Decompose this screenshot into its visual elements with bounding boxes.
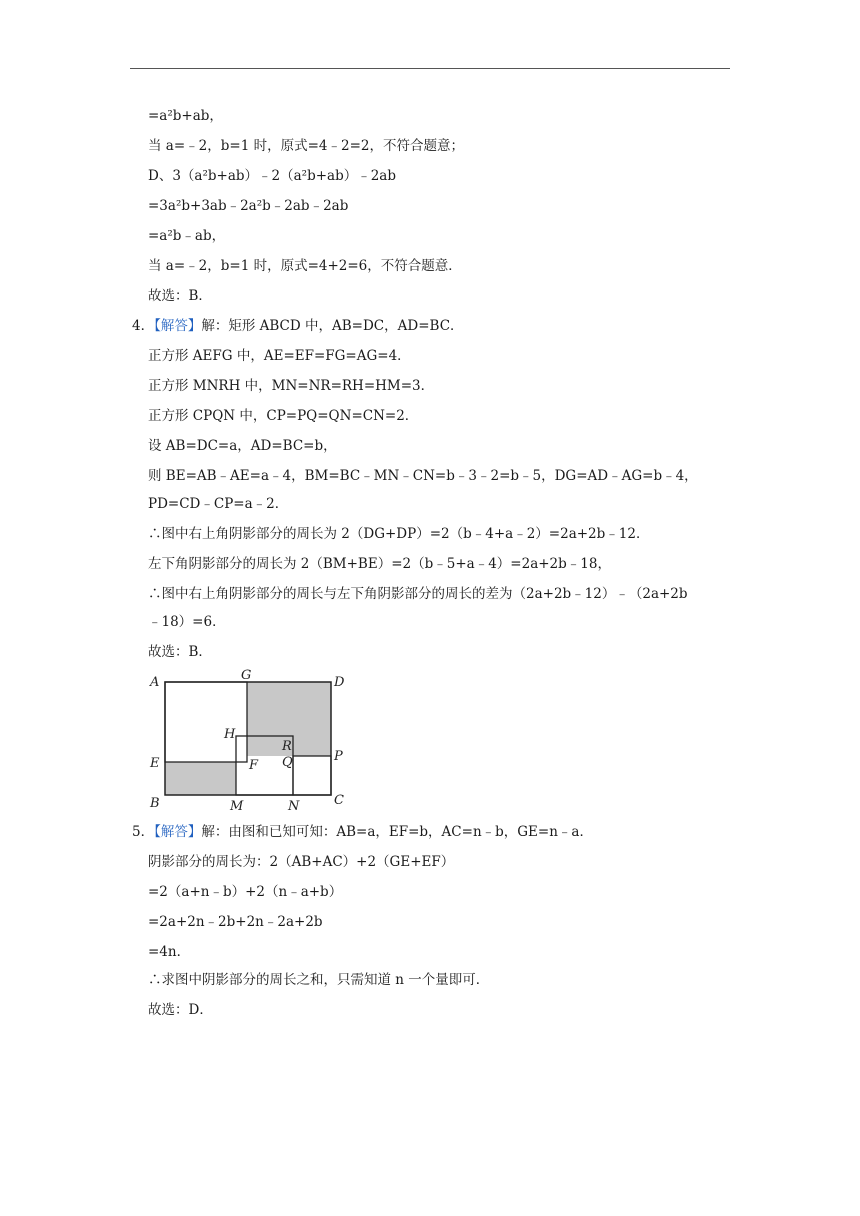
q5-line-6: ∴求图中阴影部分的周长之和，只需知道 n 一个量即可．	[148, 972, 490, 988]
p3-line-6: 当 a=﹣2，b=1 时，原式=4+2=6，不符合题意．	[148, 258, 462, 274]
q5-line-4: =2a+2n﹣2b+2n﹣2a+2b	[148, 914, 323, 930]
q4-heading	[132, 316, 464, 336]
q4-line-5: 设 AB=DC=a，AD=BC=b，	[148, 438, 337, 454]
label-c: C	[334, 793, 344, 808]
q4-number: 4．	[132, 318, 155, 334]
p3-line-5: =a²b﹣ab，	[148, 228, 226, 244]
q4-line-3: 正方形 MNRH 中，MN=NR=RH=HM=3．	[148, 378, 435, 394]
label-d: D	[334, 675, 345, 690]
q4-figure	[145, 668, 365, 816]
q4-line-9: 左下角阴影部分的周长为 2（BM+BE）=2（b﹣5+a﹣4）=2a+2b﹣18，	[148, 556, 611, 572]
q5-line-7: 故选：D．	[148, 1002, 213, 1018]
p3-line-7: 故选：B．	[148, 288, 212, 304]
label-a: A	[150, 675, 160, 690]
label-e: E	[150, 756, 160, 771]
label-n: N	[288, 799, 300, 814]
p3-line-1: =a²b+ab，	[148, 108, 223, 124]
label-m: M	[230, 799, 244, 814]
p3-line-2: 当 a=﹣2，b=1 时，原式=4﹣2=2，不符合题意；	[148, 138, 464, 154]
label-p: P	[334, 749, 343, 764]
square-aefg	[165, 682, 247, 762]
q5-line-1: 解：由图和已知可知：AB=a，EF=b，AC=n﹣b，GE=n﹣a．	[201, 824, 593, 840]
header-rule	[130, 68, 730, 69]
q4-line-4: 正方形 CPQN 中，CP=PQ=QN=CN=2．	[148, 408, 419, 424]
square-cpqn	[293, 756, 331, 795]
shade-bottom-left	[165, 762, 236, 795]
q5-answer-tag: 【解答】	[154, 824, 202, 840]
label-q: Q	[282, 755, 293, 770]
label-f: F	[249, 758, 259, 773]
q4-line-12: 故选：B．	[148, 644, 212, 660]
q5-line-3: =2（a+n﹣b）+2（n﹣a+b）	[148, 884, 343, 900]
q4-line-11: ﹣18）=6．	[148, 614, 226, 630]
label-r: R	[282, 739, 292, 754]
q4-answer-tag: 【解答】	[154, 318, 202, 334]
q5-heading	[132, 822, 593, 842]
q4-line-8: ∴图中右上角阴影部分的周长为 2（DG+DP）=2（b﹣4+a﹣2）=2a+2b﹣12．	[148, 526, 650, 542]
p3-line-3: D、3（a²b+ab）﹣2（a²b+ab）﹣2ab	[148, 168, 396, 184]
q5-number: 5．	[132, 824, 155, 840]
label-h: H	[224, 727, 236, 742]
q4-line-1: 解：矩形 ABCD 中，AB=DC，AD=BC．	[201, 318, 464, 334]
q4-line-7: PD=CD﹣CP=a﹣2．	[148, 496, 289, 512]
q4-line-6: 则 BE=AB﹣AE=a﹣4，BM=BC﹣MN﹣CN=b﹣3﹣2=b﹣5，DG=AD﹣AG=b﹣4，	[148, 468, 698, 484]
q4-line-10: ∴图中右上角阴影部分的周长与左下角阴影部分的周长的差为（2a+2b﹣12）﹣（2a+2b	[148, 586, 688, 602]
p3-line-4: =3a²b+3ab﹣2a²b﹣2ab﹣2ab	[148, 198, 349, 214]
q4-line-2: 正方形 AEFG 中，AE=EF=FG=AG=4．	[148, 348, 411, 364]
label-b: B	[150, 796, 160, 811]
q5-line-2: 阴影部分的周长为：2（AB+AC）+2（GE+EF）	[148, 854, 455, 870]
q5-line-5: =4n．	[148, 944, 191, 960]
label-g: G	[241, 668, 252, 683]
